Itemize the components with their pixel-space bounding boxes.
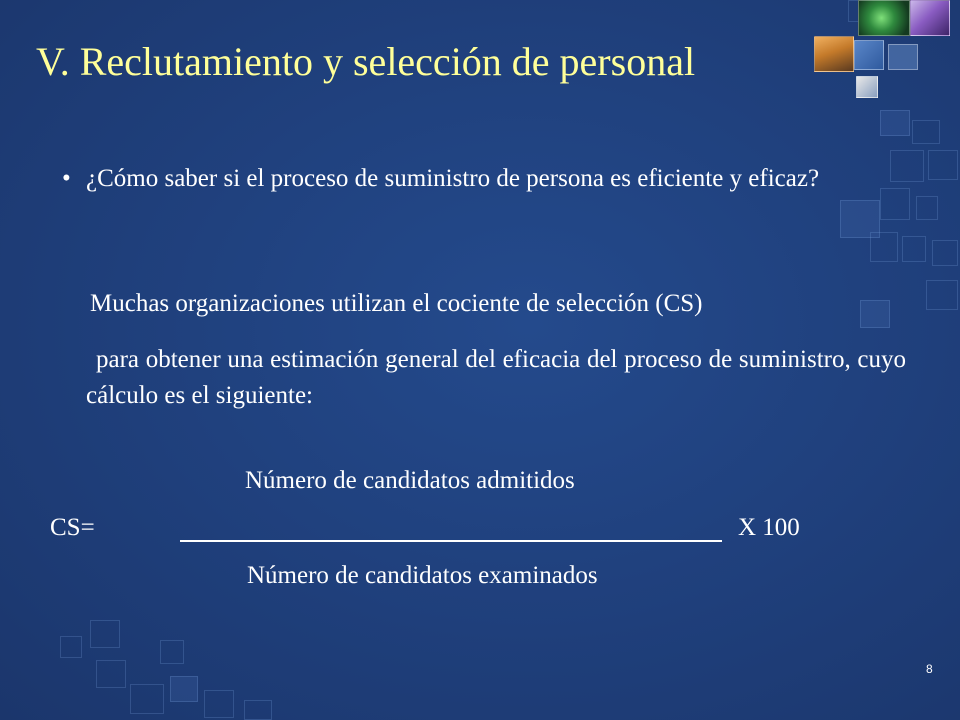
decorative-square <box>932 240 958 266</box>
decorative-square <box>244 700 272 720</box>
bullet-marker: • <box>62 165 71 192</box>
decorative-square <box>880 110 910 136</box>
paragraph-intro: Muchas organizaciones utilizan el cociente de selección (CS) <box>90 290 703 317</box>
decorative-square <box>912 120 940 144</box>
photo-tile <box>854 40 884 70</box>
page-number: 8 <box>926 662 933 676</box>
photo-tile <box>858 0 910 36</box>
decorative-square <box>870 232 898 262</box>
photo-tile <box>888 44 918 70</box>
paragraph-body: para obtener una estimación general del eficacia del proceso de suministro, cuyo cálculo es el siguiente: <box>86 346 906 409</box>
slide-title: V. Reclutamiento y selección de personal <box>36 39 696 84</box>
photo-tile <box>910 0 950 36</box>
formula-multiplier: X 100 <box>738 514 800 541</box>
decorative-square <box>916 196 938 220</box>
formula-numerator: Número de candidatos admitidos <box>245 467 575 494</box>
decorative-square <box>902 236 926 262</box>
decorative-square <box>160 640 184 664</box>
photo-collage <box>810 0 960 110</box>
formula-denominator: Número de candidatos examinados <box>247 562 598 589</box>
decorative-square <box>96 660 126 688</box>
decorative-square <box>90 620 120 648</box>
decorative-square <box>860 300 890 328</box>
photo-tile <box>814 36 854 72</box>
bullet-text: ¿Cómo saber si el proceso de suministro de persona es eficiente y eficaz? <box>86 165 820 192</box>
formula-lhs: CS= <box>50 514 95 541</box>
decorative-square <box>928 150 958 180</box>
decorative-square <box>130 684 164 714</box>
decorative-square <box>170 676 198 702</box>
decorative-square <box>204 690 234 718</box>
decorative-square <box>60 636 82 658</box>
photo-tile <box>856 76 878 98</box>
decorative-square <box>926 280 958 310</box>
fraction-bar <box>180 540 722 542</box>
